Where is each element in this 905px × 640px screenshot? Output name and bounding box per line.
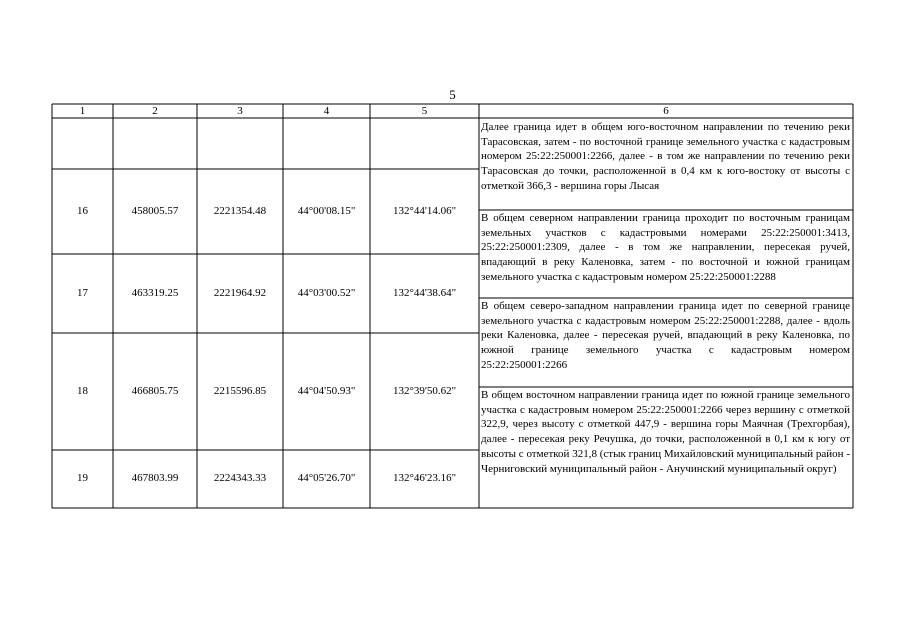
latitude: 44°05'26.70" bbox=[297, 472, 356, 484]
coordinate-x: 463319.25 bbox=[131, 287, 179, 299]
longitude: 132°46'23.16" bbox=[392, 472, 457, 484]
column-header-1: 1 bbox=[79, 105, 86, 117]
latitude: 44°04'50.93" bbox=[297, 385, 356, 397]
coordinate-x: 466805.75 bbox=[131, 385, 179, 397]
coordinate-x: 458005.57 bbox=[131, 205, 179, 217]
latitude: 44°00'08.15" bbox=[297, 205, 356, 217]
point-number: 19 bbox=[77, 472, 88, 484]
column-header-3: 3 bbox=[237, 105, 243, 117]
page-number: 5 bbox=[449, 87, 456, 102]
coordinate-x: 467803.99 bbox=[131, 472, 179, 484]
coordinate-y: 2215596.85 bbox=[213, 385, 267, 397]
point-number: 18 bbox=[77, 385, 88, 397]
longitude: 132°44'38.64" bbox=[392, 287, 457, 299]
longitude: 132°39'50.62" bbox=[392, 385, 457, 397]
latitude: 44°03'00.52" bbox=[297, 287, 356, 299]
point-number: 17 bbox=[77, 287, 88, 299]
point-number: 16 bbox=[77, 205, 88, 217]
boundary-description: Далее граница идет в общем юго-восточном направлении по течению реки Тарасовская, затем - по восточной границе земельного участка с кадастровым номером 25:22:250001:2266, далее - в том же направлении по течению реки Тарасовская до точки, расположенной в 0,4 км к юго-востоку от высоты с отметкой 366,3 - вершина горы Лысая bbox=[481, 121, 850, 192]
column-header-4: 4 bbox=[323, 105, 330, 117]
column-header-5: 5 bbox=[421, 105, 428, 117]
column-header-6: 6 bbox=[663, 105, 669, 117]
coordinate-y: 2224343.33 bbox=[213, 472, 267, 484]
longitude: 132°44'14.06" bbox=[392, 205, 457, 217]
coordinate-y: 2221964.92 bbox=[213, 287, 267, 299]
coordinate-y: 2221354.48 bbox=[213, 205, 267, 217]
boundary-description: В общем северном направлении граница проходит по восточным границам земельных участков с кадастровыми номерами 25:22:250001:3413, 25:22:250001:2309, далее - в том же направлении, пересекая ручей, впадающий в реку Каленовка, затем - по восточной и южной границам земельного участка с кадастровым номером 25:22:250001:2288 bbox=[481, 212, 850, 283]
boundary-description: В общем восточном направлении граница идет по южной границе земельного участка с кадастровым номером 25:22:250001:2266 через вершину с отметкой 322,9, через высоту с отметкой 447,9 - вершина горы Маячная (Трехгорбая), далее - пересекая реку Речушка, до точки, расположенной в 0,1 км к югу от высоты с отметкой 321,8 (стык границ Михайловский муниципальный район - Черниговский муниципальный район - Анучинский муниципальный округ) bbox=[481, 389, 850, 475]
boundary-description: В общем северо-западном направлении граница идет по северной границе земельного участка с кадастровым номером 25:22:250001:2288, далее - вдоль реки Каленовка, далее - пересекая ручей, впадающий в реку Каленовка, по южной границе земельного участка с кадастровым номером 25:22:250001:2266 bbox=[481, 300, 850, 371]
column-header-2: 2 bbox=[152, 105, 158, 117]
